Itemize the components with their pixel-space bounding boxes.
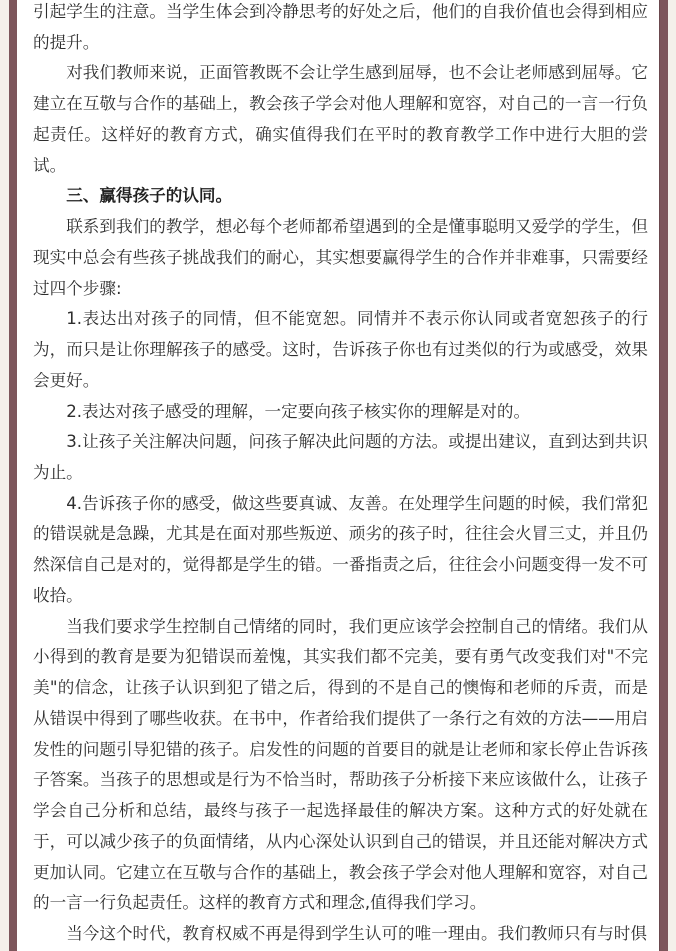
paragraph: 当我们要求学生控制自己情绪的同时，我们更应该学会控制自己的情绪。我们从小得到的教育是要为犯错误而羞愧，其实我们都不完美，要有勇气改变我们对"不完美"的信念，让孩子认识到犯了错之后，得到的不是自己的懊悔和老师的斥责，而是从错误中得到了哪些收获。在书中，作者给我们提供了一条行之有效的方法——用启发性的问题引导犯错的孩子。启发性的问题的首要目的就是让老师和家长停止告诉孩子答案。当孩子的思想或是行为不恰当时，帮助孩子分析接下来应该做什么，让孩子学会自己分析和总结，最终与孩子一起选择最佳的解决方案。这种方式的好处就在于，可以减少孩子的负面情绪，从内心深处认识到自己的错误，并且还能对解决方式更加认同。它建立在互敬与合作的基础上，教会孩子学会对他人理解和宽容，对自己的一言一行负起责任。这样的教育方式和理念,值得我们学习。: [33, 616, 648, 913]
page-right-edge: [659, 0, 668, 951]
paragraph: 3.让孩子关注解决问题，问孩子解决此问题的方法。或提出建议，直到达到共识为止。: [33, 432, 648, 483]
paragraph: 联系到我们的教学，想必每个老师都希望遇到的全是懂事聪明又爱学的学生，但现实中总会有些孩子挑战我们的耐心，其实想要赢得学生的合作并非难事，只需要经过四个步骤:: [33, 217, 648, 298]
paragraph: 4.告诉孩子你的感受，做这些要真诚、友善。在处理学生问题的时候，我们常犯的错误就是急躁，尤其是在面对那些叛逆、顽劣的孩子时，往往会火冒三丈，并且仍然深信自己是对的，觉得都是学生的错。一番指责之后，往往会小问题变得一发不可收拾。: [33, 493, 648, 605]
section-heading: 三、赢得孩子的认同。: [66, 186, 233, 206]
paragraph: 对我们教师来说，正面管教既不会让学生感到屈辱，也不会让老师感到屈辱。它建立在互敬与合作的基础上，教会孩子学会对他人理解和宽容，对自己的一言一行负起责任。这样好的教育方式，确实值得我们在平时的教育教学工作中进行大胆的尝试。: [33, 63, 648, 175]
paragraph: 引起学生的注意。当学生体会到冷静思考的好处之后，他们的自我价值也会得到相应的提升。: [33, 2, 648, 52]
paragraph: 当今这个时代，教育权威不再是得到学生认可的唯一理由。我们教师只有与时俱: [66, 924, 647, 944]
document-body: [33, 0, 648, 950]
paragraph: 2.表达对孩子感受的理解，一定要向孩子核实你的理解是对的。: [66, 401, 531, 421]
paragraph: 1.表达出对孩子的同情，但不能宽恕。同情并不表示你认同或者宽恕孩子的行为，而只是让你理解孩子的感受。这时，告诉孩子你也有过类似的行为或感受，效果会更好。: [33, 309, 648, 390]
document-page[interactable]: [17, 0, 659, 951]
